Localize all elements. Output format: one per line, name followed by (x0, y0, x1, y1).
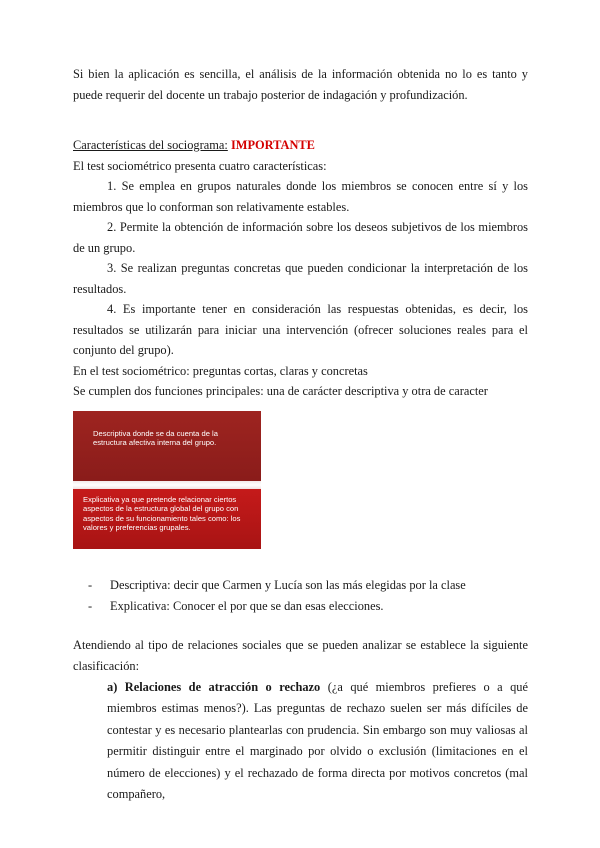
item-a-body: (¿a qué miembros prefieres o a qué miembros estimas menos?). Las preguntas de rechazo suelen ser más difíciles de contestar y es necesario plantearlas con prudencia. Sin embargo son muy valiosas al permitir distinguir entre el marginado por olvido o exclusión (limitaciones en el número de elecciones) y el rechazado de forma directa por motivos concretos (mal compañero, (107, 679, 528, 801)
functions-figure (73, 411, 261, 549)
classification-lead: Atendiendo al tipo de relaciones sociales que se pueden analizar se establece la siguiente clasificación: (73, 637, 528, 673)
classification-item-a (107, 677, 528, 806)
examples-list (88, 575, 528, 617)
important-label: IMPORTANTE (230, 138, 315, 152)
explicative-box: Explicativa ya que pretende relacionar ciertos aspectos de la estructura global del grupo con aspectos de su funcionamiento tales como: los valores y preferencias grupales. (73, 489, 261, 549)
list-item (88, 596, 528, 617)
intro-paragraph: Si bien la aplicación es sencilla, el análisis de la información obtenida no lo es tanto y puede requerir del docente un trabajo posterior de indagación y profundización. (73, 67, 528, 102)
functions-line: Se cumplen dos funciones principales: una de carácter descriptiva y otra de caracter (73, 384, 488, 398)
questions-line: En el test sociométrico: preguntas cortas, claras y concretas (73, 363, 368, 378)
list-item-text: Explicativa: Conocer el por que se dan esas elecciones. (110, 598, 384, 613)
figure-divider (73, 481, 261, 489)
item-a-title: a) Relaciones de atracción o rechazo (107, 679, 321, 694)
classification-item-a-text (107, 677, 528, 806)
characteristics-lead: El test sociométrico presenta cuatro características: (73, 158, 327, 173)
bullet-dash: - (88, 577, 93, 592)
characteristics-heading (73, 135, 528, 156)
characteristic-item: 1. Se emplea en grupos naturales donde los miembros se conocen entre sí y los miembros que lo conforman son relativamente estables. (73, 179, 528, 214)
document-page (73, 64, 528, 806)
classification-section (73, 635, 528, 806)
bullet-dash: - (88, 598, 93, 613)
list-item-text: Descriptiva: decir que Carmen y Lucía son las más elegidas por la clase (110, 577, 466, 592)
characteristic-item: 2. Permite la obtención de información sobre los deseos subjetivos de los miembros de un grupo. (73, 220, 528, 255)
descriptive-box: Descriptiva donde se da cuenta de la estructura afectiva interna del grupo. (73, 411, 261, 481)
list-item (88, 575, 528, 596)
section-heading: Características del sociograma: (73, 138, 228, 152)
characteristic-item: 3. Se realizan preguntas concretas que pueden condicionar la interpretación de los resultados. (73, 261, 528, 296)
characteristic-item: 4. Es importante tener en consideración las respuestas obtenidas, es decir, los resultados se utilizarán para iniciar una intervención (ofrecer soluciones reales para el conjunto del grupo). (73, 302, 528, 357)
